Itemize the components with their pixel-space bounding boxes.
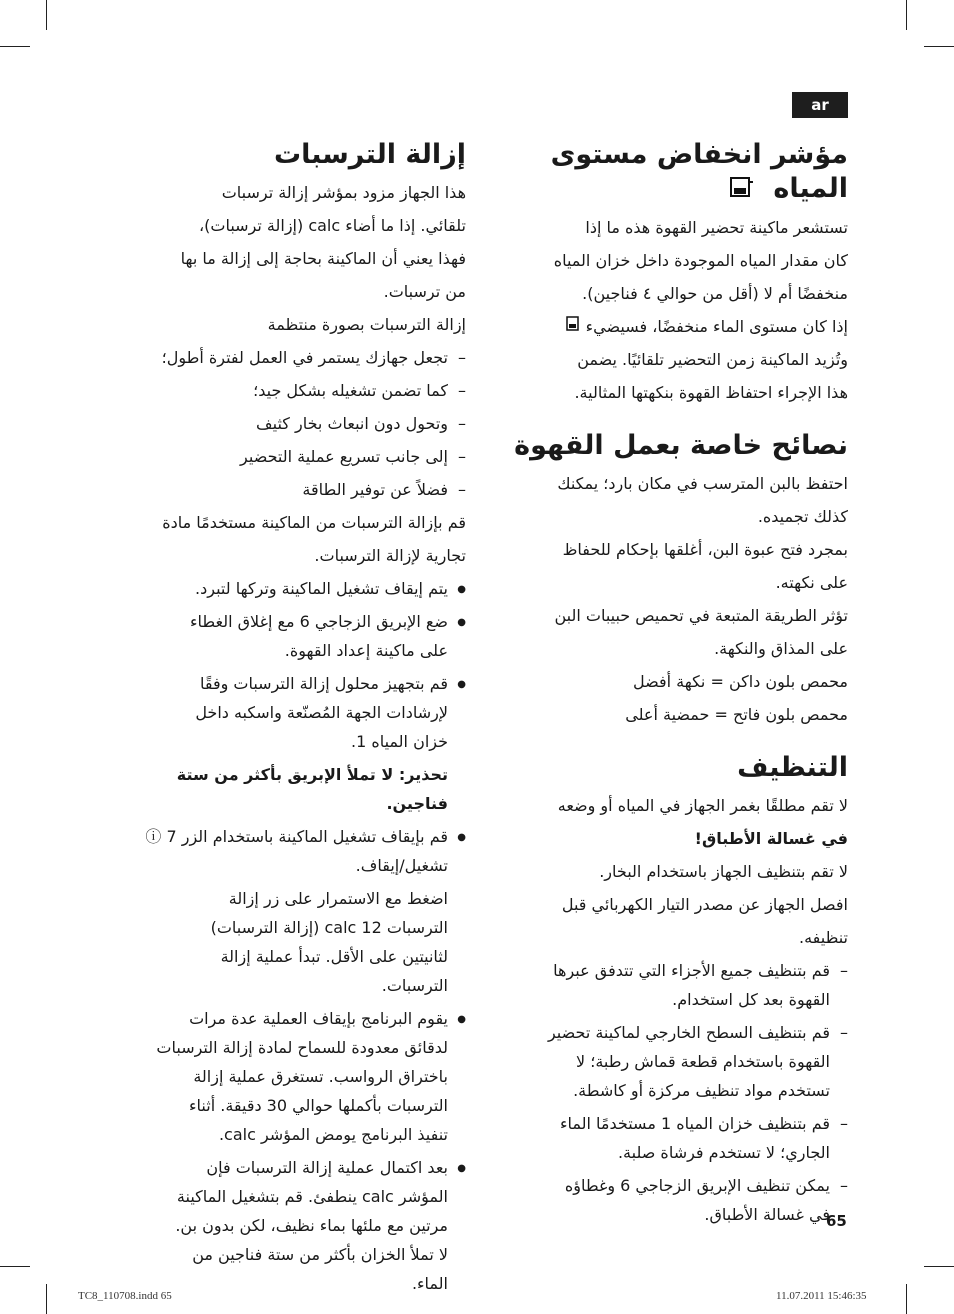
bullet-item: ● ضع الإبريق الزجاجي 6 مع إغلاق الغطاء على ماكينة إعداد القهوة. [96, 607, 466, 665]
dash-item: – تجعل جهازك يستمر في العمل لفترة أطول؛ [96, 343, 466, 372]
dash-item: – قم بتنظيف السطح الخارجي لماكينة تحضير القهوة باستخدام قطعة قماش رطبة؛ لا تستخدم مواد تنظيف مركزة أو كاشطة. [494, 1018, 848, 1105]
dash-item: – قم بتنظيف خزان المياه 1 مستخدمًا الماء الجاري؛ لا تستخدم فرشاة صلبة. [494, 1109, 848, 1167]
page-number: 65 [826, 1212, 847, 1230]
text-line: كان مقدار المياه الموجودة داخل خزان المياه [553, 250, 848, 270]
text-line: لا تقم مطلقًا بغمر الجهاز في المياه أو وضعه [557, 795, 848, 815]
crop-mark [46, 0, 47, 30]
text-line: هذا الإجراء احتفاظ القهوة بنكهتها المثالية. [574, 382, 848, 402]
dash-item: – وتحول دون انبعاث بخار كثيف [96, 409, 466, 438]
text-line: تؤثر الطريقة المتبعة في تحميص حبيبات البن [554, 605, 848, 625]
text-line: من ترسبات. [383, 282, 466, 301]
text-line: تنظيفه. [799, 927, 848, 947]
text-line: تلقائي. إذا ما أضاء calc (إزالة ترسبات)، [198, 216, 466, 235]
footer-file: TC8_110708.indd 65 [78, 1290, 172, 1302]
text-line: بمجرد فتح عبوة البن، أغلقها بإحكام للحفاظ [562, 539, 848, 559]
text-line: محمص بلون فاتح = حمضية أعلى [625, 704, 848, 724]
crop-mark [46, 1284, 47, 1314]
text-line: على المذاق والنكهة. [714, 638, 848, 658]
text-line: افصل الجهاز عن مصدر التيار الكهربائي قبل [561, 894, 848, 914]
text-line: منخفضًا أم لا (أقل من حوالي ٤ فناجين). [582, 283, 848, 303]
dash-item: – قم بتنظيف جميع الأجزاء التي تتدفق عبرها القهوة بعد كل استخدام. [494, 956, 848, 1014]
water-level-text [494, 213, 848, 407]
descaling-heading: إزالة الترسبات [273, 139, 466, 170]
tips-heading: نصائح خاصة بعمل القهوة [514, 429, 848, 461]
crop-mark [906, 1284, 907, 1314]
bullet-item: ● قم بإيقاف تشغيل الماكينة باستخدام الزر 7 ⓘ تشغيل/إيقاف. [96, 822, 466, 880]
press-instruction: اضغط مع الاستمرار على زر إزالة الترسبات calc 12 (إزالة الترسبات) لثانيتين على الأقل. تبدأ عملية إزالة الترسبات. [210, 889, 448, 995]
water-jug-icon [565, 317, 581, 336]
cleaning-heading: التنظيف [737, 751, 848, 783]
text-line: كذلك تجميده. [757, 506, 848, 526]
cleaning-text [494, 791, 848, 1229]
text-line: في غسالة الأطباق! [694, 828, 848, 848]
water-level-title: مؤشر انخفاض مستوى المياه [550, 139, 848, 204]
crop-mark [924, 46, 954, 47]
text-line: تجارية لإزالة الترسبات. [314, 546, 466, 565]
text-line: إزالة الترسبات بصورة منتظمة [267, 315, 466, 334]
text-line: محمص بلون داكن = نكهة أفضل [632, 671, 848, 691]
text-line: هذا الجهاز مزود بمؤشر إزالة ترسبات [221, 183, 466, 202]
crop-mark [0, 46, 30, 47]
tips-text [494, 469, 848, 729]
right-column [494, 138, 848, 1233]
text-line: على نكهته. [775, 572, 848, 592]
bullet-item: ● قم بتجهيز محلول إزالة الترسبات وفقًا لإرشادات الجهة المُصنّعة واسكبه داخل خزان المياه 1. [96, 669, 466, 756]
text-line: إذا كان مستوى الماء منخفضًا، فسيضيء [494, 312, 848, 341]
crop-mark [0, 1266, 30, 1267]
dash-item: – فضلاً عن توفير الطاقة [96, 475, 466, 504]
text-line: تستشعر ماكينة تحضير القهوة هذه ما إذا [585, 217, 848, 237]
bullet-item: ● بعد اكتمال عملية إزالة الترسبات فإن المؤشر calc ينطفئ. قم بتشغيل الماكينة مرتين مع ملئها بماء نظيف، لكن بدون بن. لا تملأ الخزان بأكثر من ستة فناجين من الماء. [96, 1153, 466, 1298]
crop-mark [906, 0, 907, 30]
text-line: وتُزيد الماكينة زمن التحضير تلقائيًا. يضمن [577, 349, 848, 369]
water-level-heading [494, 138, 848, 207]
dash-item: – يمكن تنظيف الإبريق الزجاجي 6 وغطاؤه في غسالة الأطباق. [494, 1171, 848, 1229]
text-line: احتفظ بالبن المترسب في مكان بارد؛ يمكنك [557, 473, 848, 493]
language-badge: ar [792, 92, 848, 118]
text-line: لا تقم بتنظيف الجهاز باستخدام البخار. [599, 861, 848, 881]
water-jug-icon [728, 173, 754, 207]
bullet-item: ● يتم إيقاف تشغيل الماكينة وتركها لتبرد. [96, 574, 466, 603]
text-line: فهذا يعني أن الماكينة بحاجة إلى إزالة ما بها [180, 249, 466, 268]
dash-item: – إلى جانب تسريع عملية التحضير [96, 442, 466, 471]
warning-note: تحذير: لا تملأ الإبريق بأكثر من ستة فناجين. [176, 765, 448, 813]
footer-timestamp: 11.07.2011 15:46:35 [776, 1290, 867, 1302]
text-line: قم بإزالة الترسبات من الماكينة مستخدمًا مادة [162, 513, 466, 532]
crop-mark [924, 1266, 954, 1267]
left-column [96, 138, 466, 1302]
bullet-item: ● يقوم البرنامج بإيقاف العملية عدة مرات لدقائق معدودة للسماح لمادة إزالة الترسبات باختراق الرواسب. تستغرق عملية إزالة الترسبات بأكملها حوالي 30 دقيقة. أثناء تنفيذ البرنامج يومض المؤشر calc. [96, 1004, 466, 1149]
dash-item: – كما تضمن تشغيله بشكل جيد؛ [96, 376, 466, 405]
